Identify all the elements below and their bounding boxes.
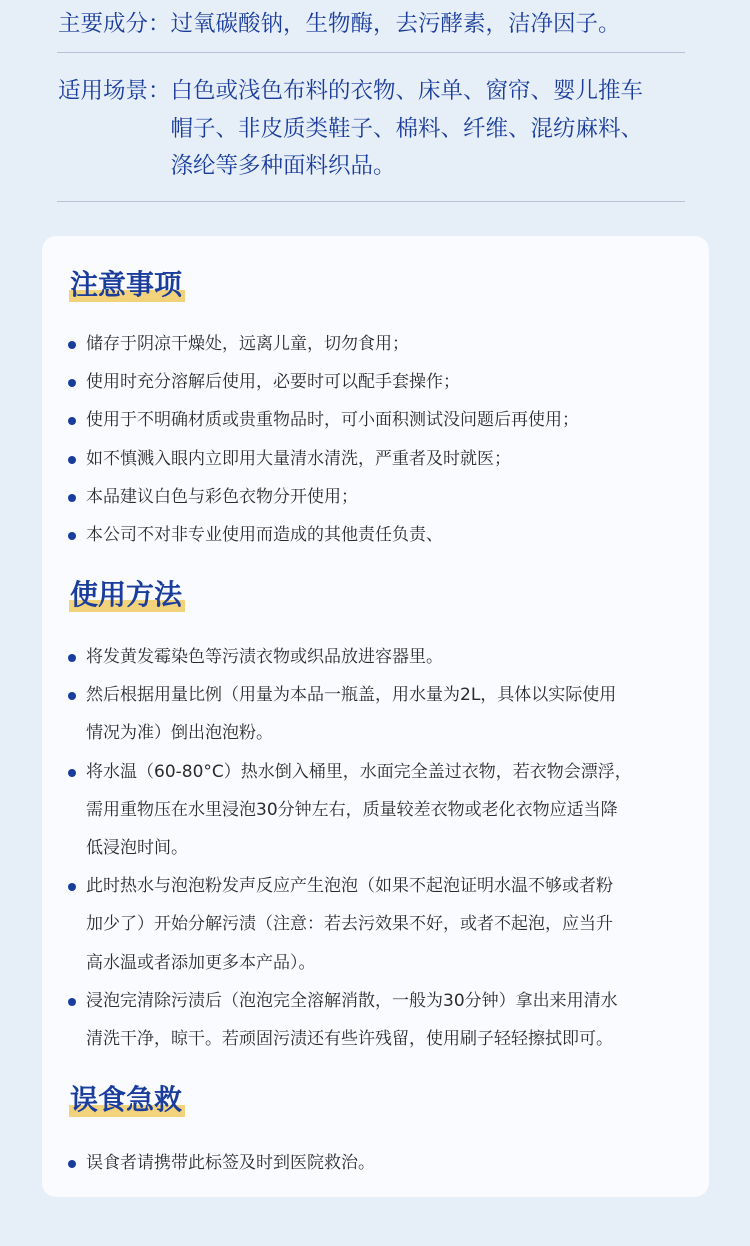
bullet-icon xyxy=(68,379,76,387)
list-item xyxy=(68,1144,698,1182)
bullet-icon xyxy=(68,532,76,540)
instructions-card xyxy=(42,236,709,1197)
list-item-text: 此时热水与泡泡粉发声反应产生泡泡（如果不起泡证明水温不够或者粉 xyxy=(86,876,613,897)
list-item xyxy=(68,478,698,516)
scenarios-line: 涤纶等多种面料织品。 xyxy=(170,153,396,179)
list-item-text: 高水温或者添加更多本产品）。 xyxy=(86,952,316,973)
list-item-text: 储存于阴凉干燥处，远离儿童，切勿食用； xyxy=(86,334,409,354)
list-item xyxy=(68,516,698,554)
bullet-icon xyxy=(68,494,76,502)
bullet-icon xyxy=(68,998,76,1006)
usage-list xyxy=(68,638,698,1058)
scenarios-row xyxy=(58,73,708,186)
ingredients-row xyxy=(58,4,708,44)
list-item-text: 将水温（60-80°C）热水倒入桶里，水面完全盖过衣物，若衣物会漂浮， xyxy=(86,761,632,782)
divider xyxy=(57,52,685,53)
ingredients-label: 主要成分： xyxy=(58,11,171,37)
ingredients-value: 过氧碳酸钠，生物酶，去污酵素，洁净因子。 xyxy=(170,11,621,37)
list-item xyxy=(68,638,698,676)
list-item-text: 需用重物压在水里浸泡30分钟左右，质量较差衣物或老化衣物应适当降 xyxy=(86,799,618,820)
list-item xyxy=(68,676,698,752)
divider xyxy=(57,201,685,202)
list-item-text: 误食者请携带此标签及时到医院救治。 xyxy=(86,1153,375,1173)
list-item xyxy=(68,982,698,1058)
list-item xyxy=(68,401,698,439)
section-title-usage xyxy=(70,576,182,614)
list-item xyxy=(68,325,698,363)
bullet-icon xyxy=(68,692,76,700)
list-item-text: 将发黄发霉染色等污渍衣物或织品放进容器里。 xyxy=(86,647,443,667)
section-title-precautions xyxy=(70,266,182,304)
list-item xyxy=(68,440,698,478)
section-title-text: 误食急救 xyxy=(70,1083,183,1116)
section-title-first-aid xyxy=(70,1081,182,1119)
list-item xyxy=(68,867,698,982)
bullet-icon xyxy=(68,341,76,349)
section-title-text: 注意事项 xyxy=(70,268,183,301)
bullet-icon xyxy=(68,883,76,891)
list-item xyxy=(68,363,698,401)
list-item-text: 清洗干净，晾干。若顽固污渍还有些许残留，使用刷子轻轻擦拭即可。 xyxy=(86,1029,613,1050)
list-item-text: 浸泡完清除污渍后（泡泡完全溶解消散，一般为30分钟）拿出来用清水 xyxy=(86,990,618,1011)
list-item xyxy=(68,753,698,868)
scenarios-value xyxy=(171,73,708,186)
section-title-text: 使用方法 xyxy=(70,578,183,611)
bullet-icon xyxy=(68,456,76,464)
list-item-text: 然后根据用量比例（用量为本品一瓶盖，用水量为2L，具体以实际使用 xyxy=(86,685,617,706)
bullet-icon xyxy=(68,417,76,425)
bullet-icon xyxy=(68,654,76,662)
scenarios-label: 适用场景： xyxy=(58,78,171,104)
list-item-text: 使用于不明确材质或贵重物品时，可小面积测试没问题后再使用； xyxy=(86,410,579,431)
first-aid-list xyxy=(68,1144,698,1182)
list-item-text: 加少了）开始分解污渍（注意：若去污效果不好，或者不起泡，应当升 xyxy=(86,914,613,935)
list-item-text: 低浸泡时间。 xyxy=(86,838,188,859)
list-item-text: 如不慎溅入眼内立即用大量清水清洗，严重者及时就医； xyxy=(86,448,511,469)
list-item-text: 使用时充分溶解后使用，必要时可以配手套操作； xyxy=(86,372,460,393)
list-item-text: 本品建议白色与彩色衣物分开使用； xyxy=(86,486,358,507)
scenarios-line: 帽子、非皮质类鞋子、棉料、纤维、混纺麻料、 xyxy=(170,115,644,142)
precautions-list xyxy=(68,325,698,554)
list-item-text: 情况为准）倒出泡泡粉。 xyxy=(86,723,273,744)
list-item-text: 本公司不对非专业使用而造成的其他责任负责、 xyxy=(86,525,443,546)
scenarios-line: 白色或浅色布料的衣物、床单、窗帘、婴儿推车 xyxy=(170,78,644,104)
bullet-icon xyxy=(68,1160,76,1168)
bullet-icon xyxy=(68,769,76,777)
